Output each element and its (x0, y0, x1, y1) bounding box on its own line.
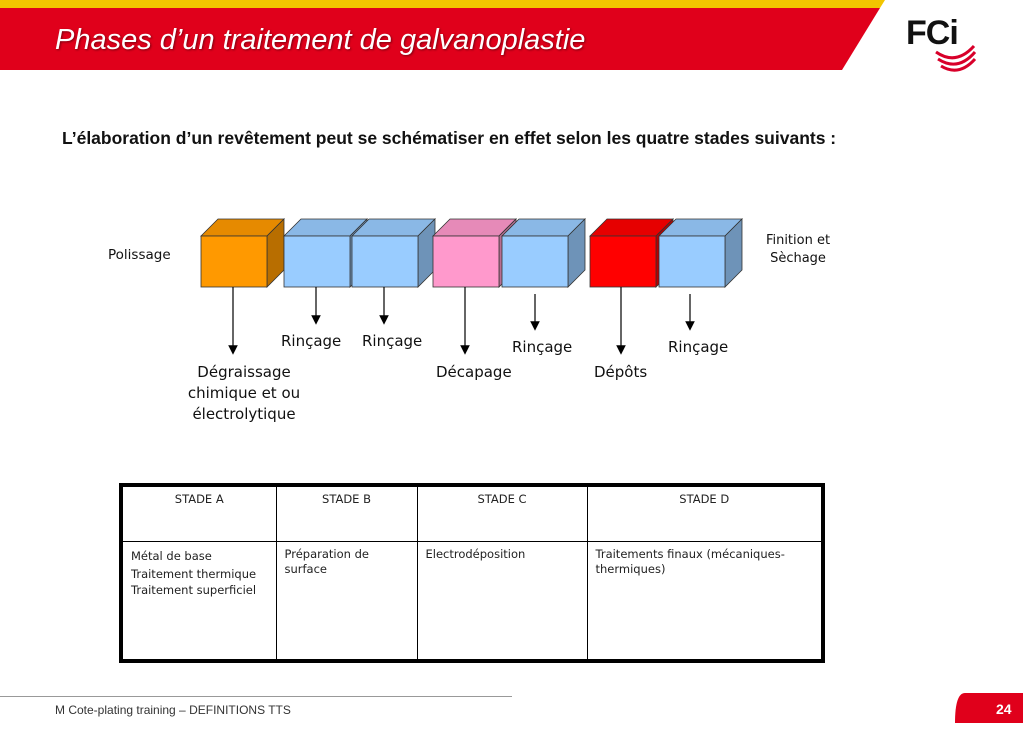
label-finition-line2: Sèchage (770, 251, 826, 266)
process-box-blue (659, 219, 742, 287)
process-box-blue (502, 219, 585, 287)
cell-b-text: Préparation de surface (284, 547, 369, 576)
cell-a-line: Traitement superficiel (131, 583, 257, 597)
label-rincage-4: Rinçage (668, 338, 729, 356)
logo-text: FCi (906, 14, 958, 52)
cell-c-text: Electrodéposition (425, 547, 526, 561)
cell-d-text: Traitements finaux (mécaniques-thermiques) (595, 547, 785, 576)
header-stade-d: STADE D (587, 485, 823, 542)
label-polissage: Polissage (108, 247, 171, 263)
header-stade-a: STADE A (121, 485, 276, 542)
cell-a-line: Traitement thermique (131, 567, 257, 581)
header-stade-c: STADE C (417, 485, 587, 542)
stades-table (119, 483, 825, 663)
header-stade-b: STADE B (276, 485, 417, 542)
label-rincage-3: Rinçage (512, 338, 573, 356)
cell-stade-d (587, 542, 823, 662)
cell-a-line: Métal de base (131, 549, 212, 563)
header-yellow-stripe (0, 0, 885, 8)
footer-text: M Cote-plating training – DEFINITIONS TTS (55, 703, 291, 717)
page-number-badge (955, 693, 1023, 723)
process-box-blue (352, 219, 435, 287)
page-number: 24 (996, 701, 1012, 717)
label-depots: Dépôts (594, 363, 648, 381)
logo-swoosh-icon (928, 44, 978, 80)
label-degraissage-line2: chimique et ou (187, 384, 301, 402)
label-degraissage-line1: Dégraissage (197, 363, 291, 381)
cell-stade-a (121, 542, 276, 662)
table-header-row (121, 485, 823, 542)
process-box-orange (201, 219, 284, 287)
label-degraissage (166, 362, 322, 425)
label-finition-line1: Finition et (765, 233, 831, 248)
intro-sentence: L’élaboration d’un revêtement peut se schématiser en effet selon les quatre stades suivants : (62, 128, 837, 148)
cell-stade-c (417, 542, 587, 662)
slide-title: Phases d’un traitement de galvanoplastie (55, 24, 586, 56)
table-row (121, 542, 823, 662)
label-finition (752, 232, 844, 268)
cell-stade-b (276, 542, 417, 662)
footer-divider (0, 696, 512, 697)
label-decapage: Décapage (436, 363, 512, 381)
process-boxes (0, 200, 1023, 360)
label-rincage-1: Rinçage (281, 332, 342, 350)
label-degraissage-line3: électrolytique (192, 405, 296, 423)
label-rincage-2: Rinçage (362, 332, 423, 350)
